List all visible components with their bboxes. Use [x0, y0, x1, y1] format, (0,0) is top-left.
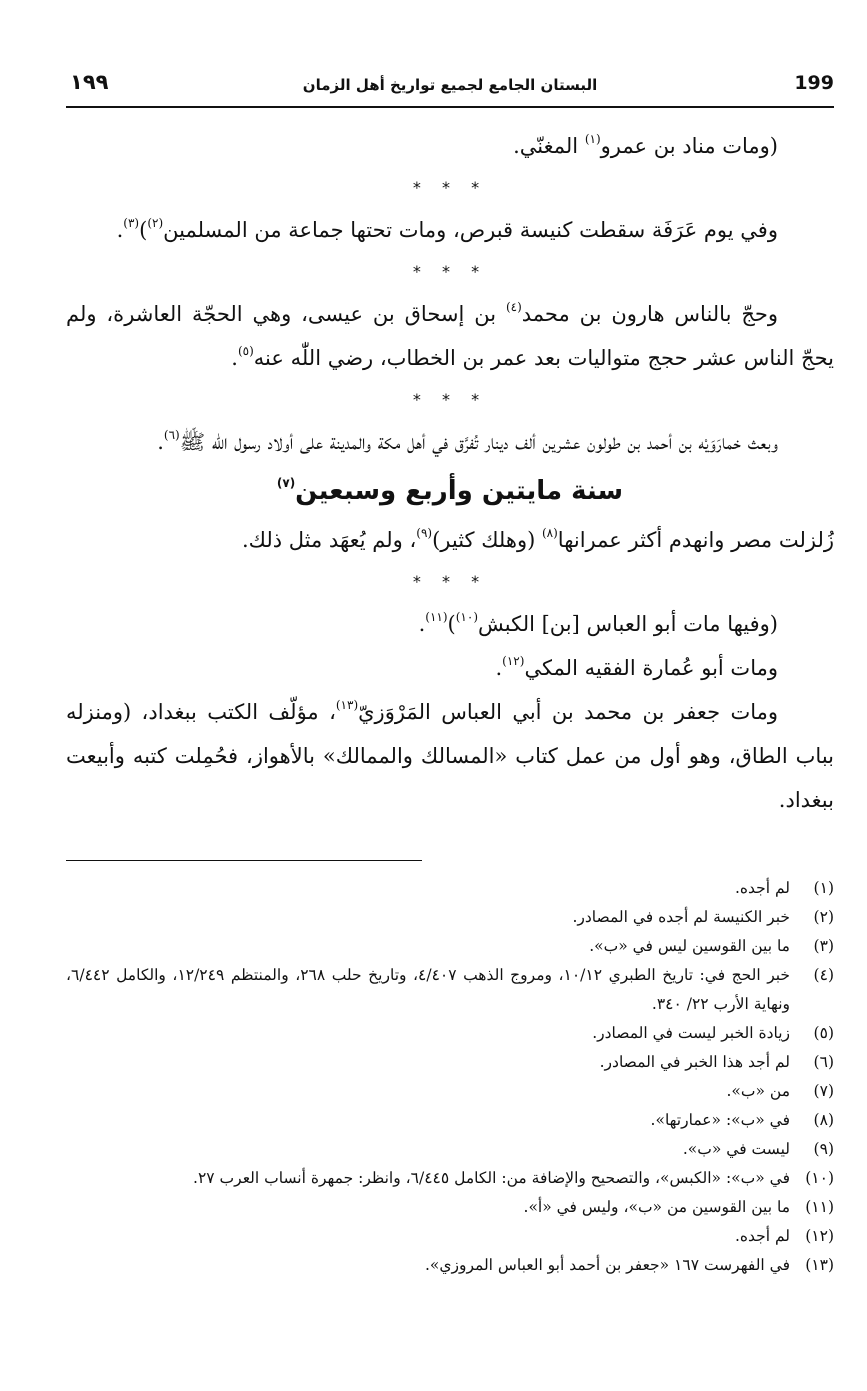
paragraph-8: ومات جعفر بن محمد بن أبي العباس المَرْوَزيّ$^{(١٣)}$، مؤلّف الكتب ببغداد، (ومنزله بباب الطاق، وهو أول من عمل كتاب «المسالك والممالك» بالأهواز، فحُمِلت كتبه وأبيعت ببغداد.	[66, 698, 834, 812]
footnote-ref-6: (٦)	[163, 428, 180, 442]
footnote-ref-7: (٧)	[276, 476, 296, 491]
paragraph-6: (وفيها مات أبو العباس [بن] الكبش$^{(١٠)}$)$^{(١١)}$.	[418, 610, 778, 636]
paragraph-4: وبعث خمارَوَيْه بن أحمد بن طولون عشرين ألف دينار تُفرَّق في أهل مكة والمدينة على أولاد رسول اللّٰه ﷺ$^{(٦)}$.	[157, 428, 778, 454]
footnote: (١٣)في الفهرست ١٦٧ «جعفر بن أحمد أبو العباس المروزي».	[424, 1256, 834, 1274]
footnotes	[66, 874, 834, 1280]
running-title: البستان الجامع لجميع تواريخ أهل الزمان	[302, 76, 598, 94]
section-separator: * * *	[412, 262, 488, 281]
footnote-ref-10: (١٠)	[455, 610, 478, 624]
footnote-ref-4: (٤)	[505, 300, 522, 314]
footnote-ref-8: (٨)	[541, 526, 558, 540]
footnote-ref-5: (٥)	[237, 344, 254, 358]
footnote-divider	[66, 860, 422, 861]
footnote: (٥)زيادة الخبر ليست في المصادر.	[592, 1024, 834, 1042]
footnote: (٦)لم أجد هذا الخبر في المصادر.	[599, 1053, 834, 1071]
footnote: (٨)في «ب»: «عمارتها».	[650, 1111, 834, 1129]
paragraph-1: (ومات مناد بن عمرو$^{(١)}$ المغنّي.	[513, 132, 778, 158]
footnote: (١١)ما بين القوسين من «ب»، وليس في «أ».	[523, 1198, 834, 1216]
page-number-arabic: ١٩٩	[70, 70, 109, 94]
footnote-ref-2: (٢)	[147, 216, 164, 230]
footnote-ref-11: (١١)	[425, 610, 448, 624]
footnote: (١٢)لم أجده.	[734, 1227, 834, 1245]
footnote: (٩)ليست في «ب».	[682, 1140, 834, 1158]
page-number-latin: 199	[794, 72, 834, 94]
footnote: (٢)خبر الكنيسة لم أجده في المصادر.	[572, 908, 834, 926]
footnote-ref-12: (١٢)	[502, 654, 525, 668]
footnote-ref-1: (١)	[584, 132, 601, 146]
section-separator: * * *	[412, 572, 488, 591]
footnote-ref-13: (١٣)	[335, 698, 359, 712]
page-header	[66, 66, 834, 108]
footnote: (٧)من «ب».	[726, 1082, 834, 1100]
footnote-ref-9: (٩)	[416, 526, 433, 540]
paragraph-3: وحجّ بالناس هارون بن محمد$^{(٤)}$ بن إسحاق بن عيسى، وهي الحجّة العاشرة، ولم يحجّ الناس عشر حجج متواليات بعد عمر بن الخطاب، رضي اللّٰه عنه$^{(٥)}$.	[66, 300, 834, 370]
footnote-ref-3: (٣)	[123, 216, 140, 230]
paragraph-5: زُلزلت مصر وانهدم أكثر عمرانها$^{(٨)}$ (وهلك كثير)$^{(٩)}$، ولم يُعهَد مثل ذلك.	[241, 526, 834, 552]
paragraph-2: وفي يوم عَرَفَة سقطت كنيسة قبرص، ومات تحتها جماعة من المسلمين$^{(٢)}$)$^{(٣)}$.	[116, 216, 778, 242]
footnote: (١)لم أجده.	[734, 879, 834, 897]
year-heading: سنة مايتين وأربع وسبعين$^{(٧)}$	[276, 476, 624, 506]
footnote: (١٠)في «ب»: «الكبس»، والتصحيح والإضافة من: الكامل ٦/٤٤٥، وانظر: جمهرة أنساب العرب ٢٧.	[193, 1169, 834, 1187]
main-text	[66, 124, 834, 822]
footnote: (٤)خبر الحج في: تاريخ الطبري ١٠/١٢، ومروج الذهب ٤/٤٠٧، وتاريخ حلب ٢٦٨، والمنتظم ١٢/٢٤٩، والكامل ٦/٤٤٢، ونهاية الأرب ٢٢/ ٣٤٠.	[66, 966, 834, 1013]
section-separator: * * *	[412, 178, 488, 197]
book-page	[66, 66, 834, 1366]
paragraph-7: ومات أبو عُمارة الفقيه المكي$^{(١٢)}$.	[495, 654, 778, 680]
section-separator: * * *	[412, 390, 488, 409]
footnote: (٣)ما بين القوسين ليس في «ب».	[589, 937, 834, 955]
